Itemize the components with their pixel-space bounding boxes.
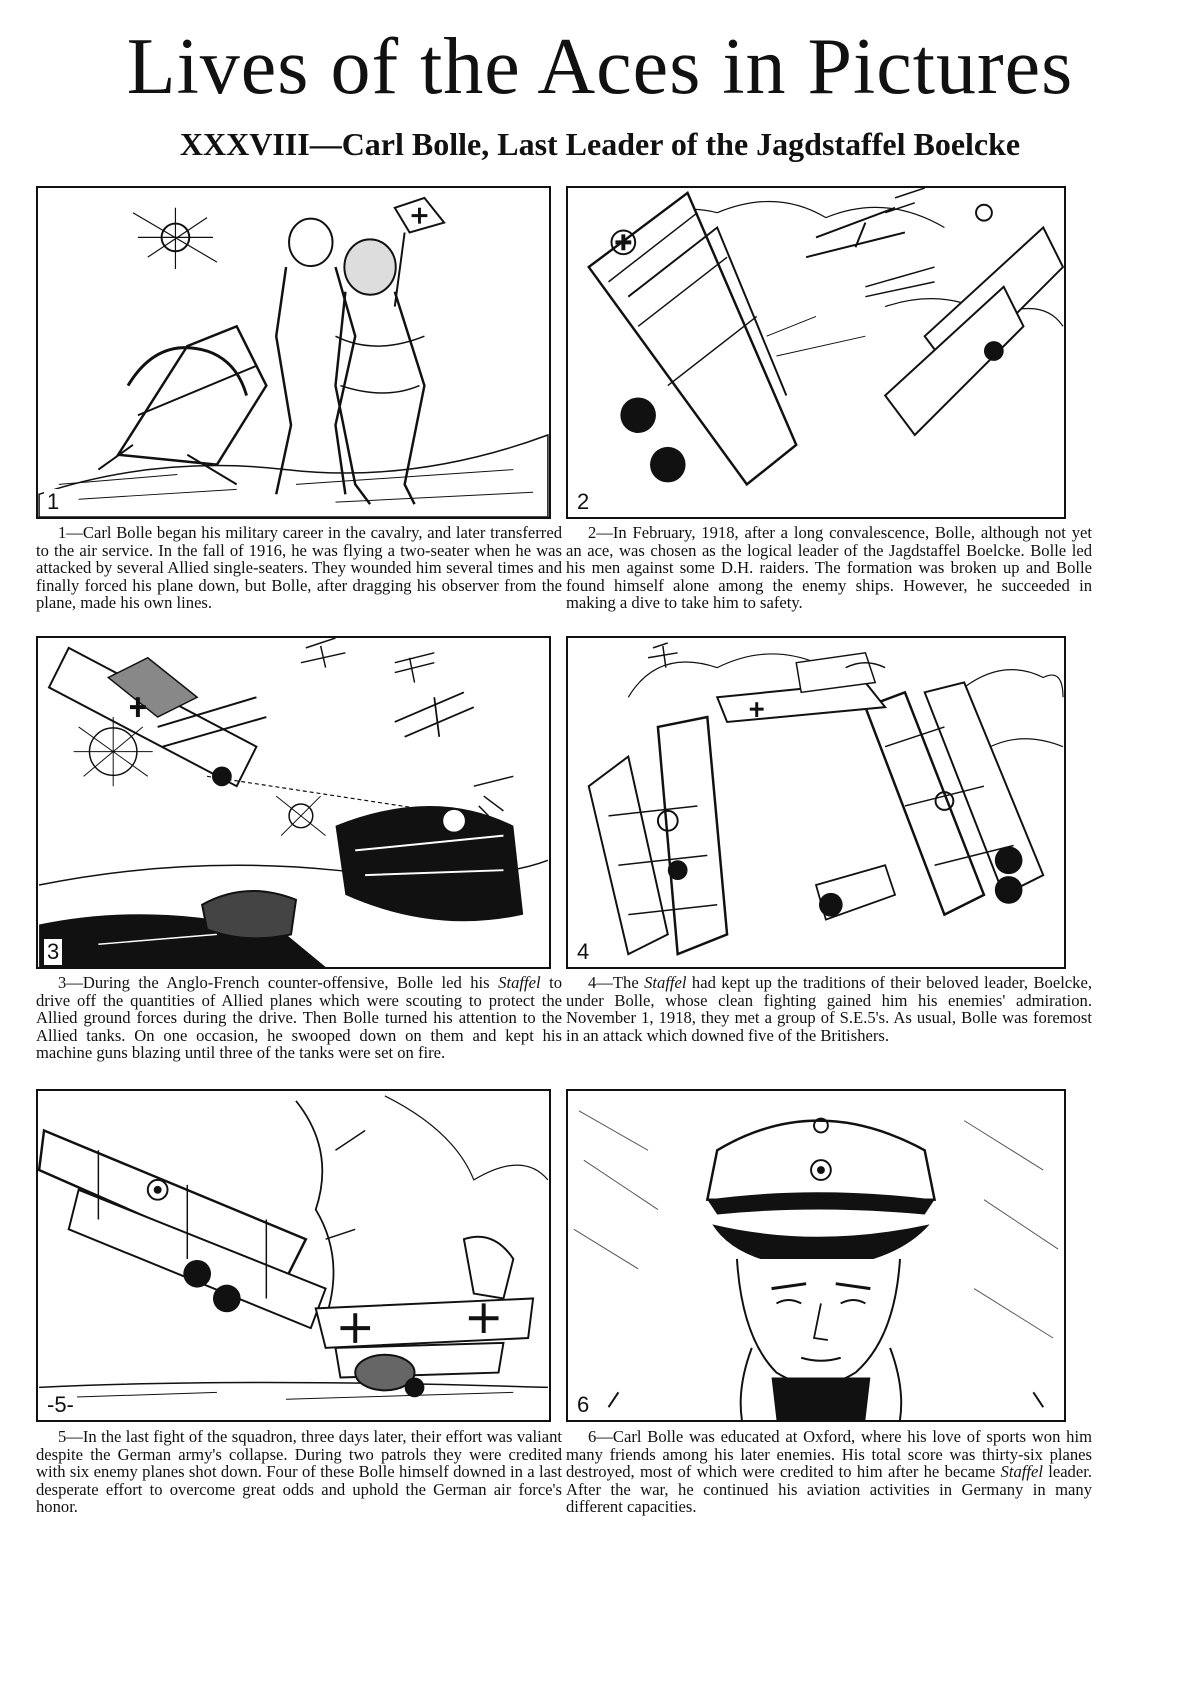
panel-6-caption-text-a: 6—Carl Bolle was educated at Oxford, where his love of sports won him many friends among his later enemies. His total score was thirty-six planes destroyed, most of which were credited to him after he became bbox=[566, 1427, 1092, 1481]
panel-6-caption-italic: Staffel bbox=[1000, 1462, 1043, 1481]
panel-4-drawing bbox=[568, 638, 1064, 967]
panel-1-number: 1 bbox=[44, 489, 62, 515]
panel-2-drawing bbox=[568, 188, 1064, 517]
panel-4-caption-text-a: 4—The bbox=[588, 973, 645, 992]
panel-4-caption-text-b: had kept up the traditions of their beloved leader, Boelcke, under Bolle, whose clean fighting gained him his enemies' admiration. November 1, 1918, they met a group of S.E.5's. As usual, Bolle was foremost in an attack which downed five of the Britishers. bbox=[566, 973, 1092, 1045]
panel-1-drawing bbox=[38, 188, 549, 517]
panel-5-illustration bbox=[36, 1089, 551, 1422]
panel-3-caption bbox=[36, 974, 562, 1062]
panel-6-number: 6 bbox=[574, 1392, 592, 1418]
page-title: Lives of the Aces in Pictures bbox=[126, 23, 1074, 111]
panel-2-caption: 2—In February, 1918, after a long convalescence, Bolle, although not yet an ace, was chosen as the logical leader of the Jagdstaffel Boelcke. Bolle led his men against some D.H. raiders. The formation was broken up and Bolle found himself alone among the enemy ships. However, he succeeded in making a dive to take him to safety. bbox=[566, 523, 1092, 612]
panel-5-number: -5- bbox=[44, 1392, 77, 1418]
panel-3-drawing bbox=[38, 638, 549, 967]
panel-6-illustration bbox=[566, 1089, 1066, 1422]
panel-2-number: 2 bbox=[574, 489, 592, 515]
panel-4-caption-italic: Staffel bbox=[644, 973, 687, 992]
panel-3-caption-text-b: to drive off the quantities of Allied planes which were scouting to protect the Allied ground forces during the drive. Then Bolle turned his attention to the Allied tanks. On one occasion, he swooped down on them and kept his machine guns blazing until three of the tanks were set on fire. bbox=[36, 973, 562, 1062]
panel-3-illustration bbox=[36, 636, 551, 969]
panel-6-caption bbox=[566, 1428, 1092, 1516]
panel-3-number: 3 bbox=[44, 939, 62, 965]
panel-4-number: 4 bbox=[574, 939, 592, 965]
panel-2-illustration bbox=[566, 186, 1066, 519]
panel-3-caption-italic: Staffel bbox=[498, 973, 541, 992]
panel-4-illustration bbox=[566, 636, 1066, 969]
page-subtitle: XXXVIII—Carl Bolle, Last Leader of the Jagdstaffel Boelcke bbox=[179, 126, 1021, 162]
panel-1-caption: 1—Carl Bolle began his military career in the cavalry, and later transferred to the air service. In the fall of 1916, he was flying a two-seater when he was attacked by several Allied single-seaters. They wounded him several times and finally forced his plane down, but Bolle, after dragging his observer from the plane, made his own lines. bbox=[36, 523, 562, 612]
panel-3-caption-text-a: 3—During the Anglo-French counter-offensive, Bolle led his bbox=[58, 973, 499, 992]
panel-1-illustration bbox=[36, 186, 551, 519]
panel-5-drawing bbox=[38, 1091, 549, 1420]
panel-6-drawing bbox=[568, 1091, 1064, 1420]
panel-4-caption bbox=[566, 974, 1092, 1044]
panel-5-caption: 5—In the last fight of the squadron, three days later, their effort was valiant despite the German army's collapse. During two patrols they were credited with six enemy planes shot down. Four of these Bolle himself downed in a last desperate effort to overcome great odds and uphold the German air force's honor. bbox=[36, 1427, 562, 1516]
panel-6-caption-text-b: leader. After the war, he continued his aviation activities in Germany in many different capacities. bbox=[566, 1462, 1092, 1516]
